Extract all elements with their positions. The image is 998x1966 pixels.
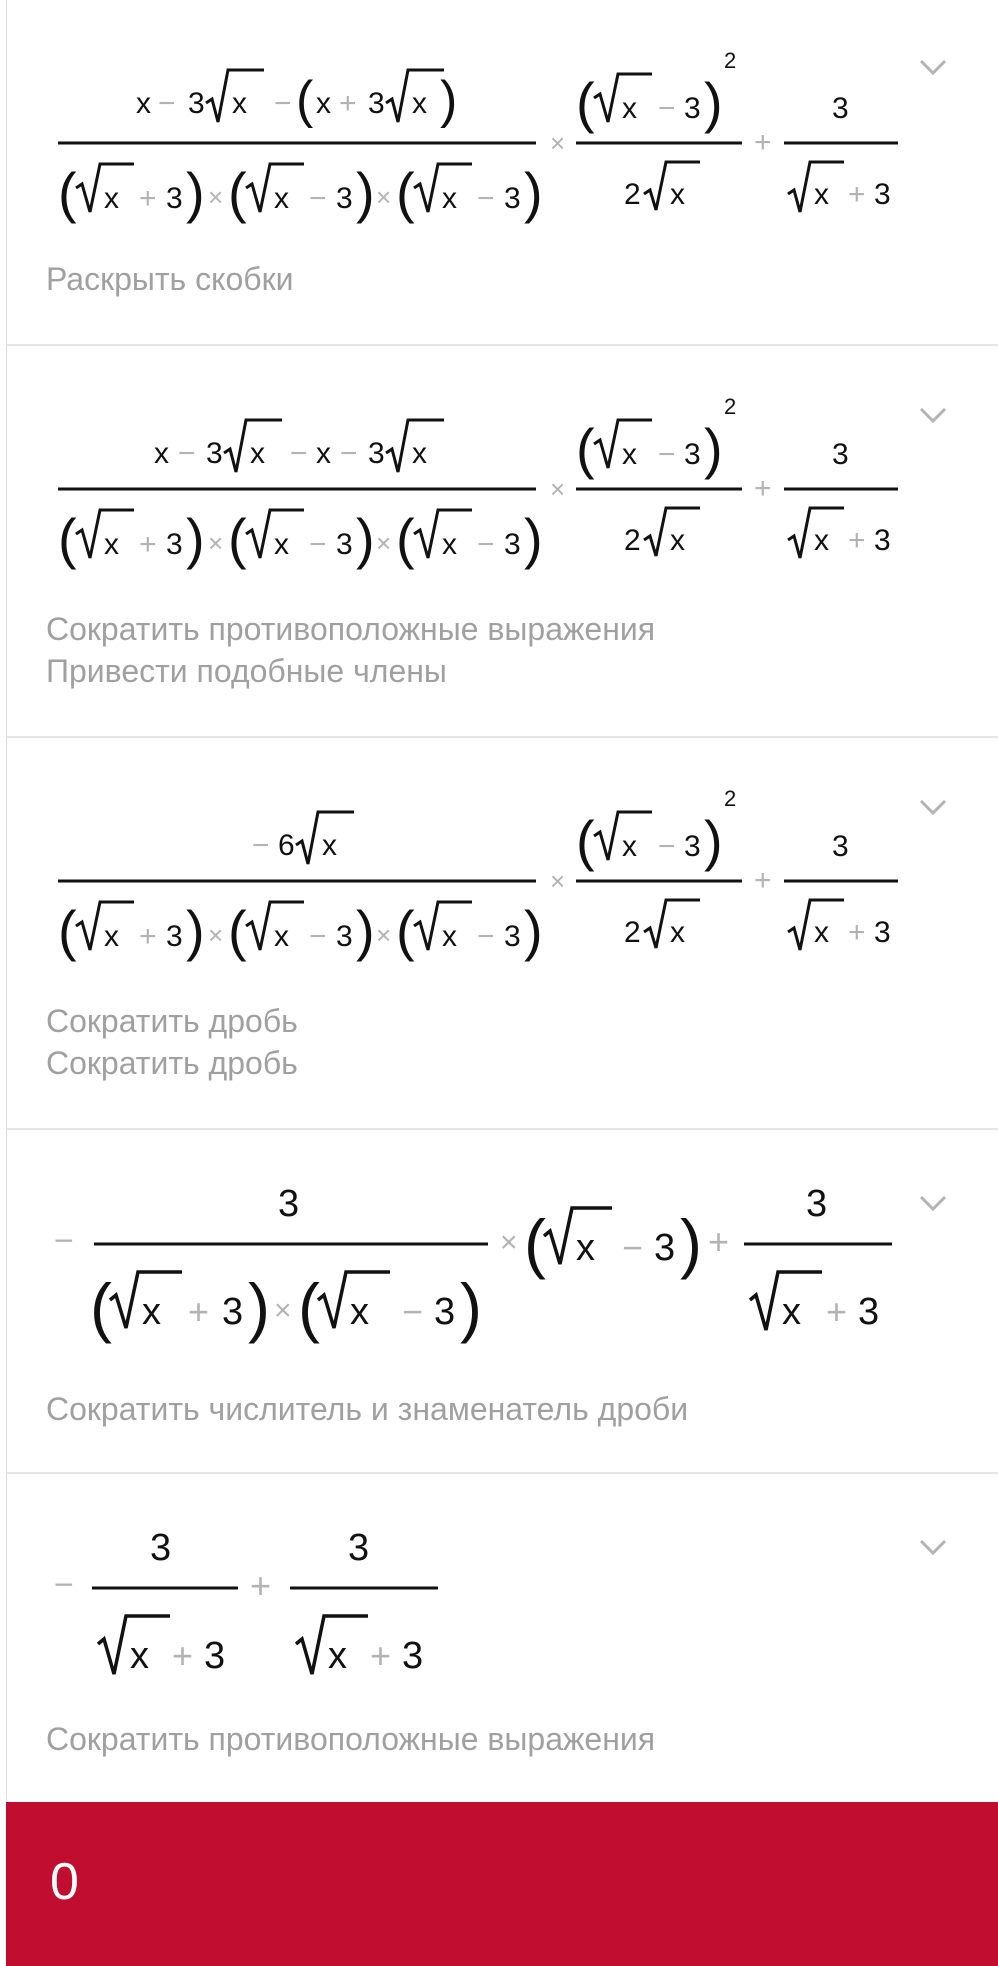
math-op: +: [139, 528, 157, 561]
math-paren: ): [440, 71, 458, 129]
math-num: 3: [150, 1527, 172, 1569]
math-op: −: [477, 920, 495, 953]
math-op: −: [309, 182, 327, 215]
math-op: −: [252, 829, 270, 862]
math-op: ×: [208, 182, 224, 212]
math-op: +: [754, 864, 772, 897]
math-num: 3: [832, 830, 849, 863]
math-var: x: [622, 92, 637, 125]
math-var: x: [622, 438, 637, 471]
math-paren: (: [524, 1206, 546, 1280]
math-var: x: [322, 829, 337, 862]
math-var: x: [274, 920, 289, 953]
denominator: [58, 507, 543, 570]
math-var: x: [104, 528, 119, 561]
math-num: 6: [278, 829, 295, 862]
math-paren: ): [524, 507, 543, 570]
math-var: x: [328, 1635, 347, 1677]
math-op: ×: [500, 1226, 518, 1259]
math-num: 3: [874, 524, 891, 557]
math-paren: ): [704, 809, 723, 872]
step-3-description-1: Сократить дробь: [46, 1003, 298, 1039]
math-paren: ): [524, 161, 543, 224]
math-op: −: [290, 437, 308, 470]
math-op: +: [172, 1635, 194, 1676]
expand-step-2-button[interactable]: [918, 404, 948, 426]
math-op: −: [477, 528, 495, 561]
math-paren: ): [460, 1270, 482, 1344]
math-paren: (: [58, 507, 77, 570]
math-num: 3: [368, 437, 385, 470]
math-num: 3: [204, 1635, 226, 1677]
math-paren: ): [704, 417, 723, 480]
math-num: 3: [874, 178, 891, 211]
math-num: 3: [806, 1183, 828, 1225]
math-op: +: [370, 1635, 392, 1676]
step-5-expression: [6, 1474, 906, 1694]
math-num: 3: [278, 1183, 300, 1225]
math-var: x: [104, 920, 119, 953]
math-exponent: 2: [724, 786, 737, 811]
math-paren: (: [228, 899, 247, 962]
step-1-description: Раскрыть скобки: [46, 261, 294, 297]
step-5-description: Сократить противоположные выражения: [46, 1721, 656, 1757]
math-var: x: [104, 182, 119, 215]
math-op: ×: [376, 182, 392, 212]
denominator: [58, 161, 543, 224]
math-paren: ): [186, 507, 205, 570]
math-op: −: [309, 528, 327, 561]
math-paren: (: [58, 161, 77, 224]
math-op: ×: [376, 920, 392, 950]
math-op: ×: [274, 1294, 292, 1327]
math-paren: (: [396, 161, 415, 224]
math-var: x: [274, 182, 289, 215]
step-1-expression: [6, 0, 906, 250]
step-2-description-2: Привести подобные члены: [46, 653, 447, 689]
math-num: 3: [684, 830, 701, 863]
math-op: +: [754, 472, 772, 505]
math-num: 3: [368, 87, 385, 120]
math-var: x: [814, 524, 829, 557]
math-num: 2: [624, 524, 641, 557]
math-paren: (: [298, 1270, 320, 1344]
math-op: −: [658, 92, 676, 125]
math-paren: ): [186, 161, 205, 224]
math-paren: ): [186, 899, 205, 962]
math-op: −: [477, 182, 495, 215]
math-var: x: [576, 1227, 595, 1269]
math-paren: (: [228, 507, 247, 570]
math-var: x: [350, 1291, 369, 1333]
math-var: x: [442, 182, 457, 215]
math-num: 3: [166, 528, 183, 561]
math-op: −: [309, 920, 327, 953]
math-var: x: [670, 524, 685, 557]
math-op: ×: [376, 528, 392, 558]
math-num: 3: [504, 920, 521, 953]
math-num: 3: [684, 92, 701, 125]
denominator: [90, 1270, 482, 1344]
math-var: x: [670, 916, 685, 949]
math-op: ×: [550, 474, 566, 504]
math-paren: ): [680, 1206, 702, 1280]
math-op: −: [622, 1227, 644, 1268]
math-var: x: [316, 87, 331, 120]
math-op: +: [848, 178, 866, 211]
denominator: [58, 899, 543, 962]
expand-step-4-button[interactable]: [918, 1192, 948, 1214]
math-num: 3: [504, 528, 521, 561]
math-paren: (: [58, 899, 77, 962]
solution-step-1: [6, 0, 998, 346]
math-num: 3: [858, 1291, 880, 1333]
math-num: 3: [188, 87, 205, 120]
result-value: 0: [50, 1853, 79, 1911]
math-num: 3: [832, 438, 849, 471]
math-var: x: [274, 528, 289, 561]
math-op: +: [139, 920, 157, 953]
math-op: +: [754, 126, 772, 159]
math-op: +: [848, 916, 866, 949]
math-var: x: [814, 916, 829, 949]
step-4-expression: [6, 1130, 906, 1370]
math-var: x: [154, 437, 169, 470]
step-3-description-2: Сократить дробь: [46, 1045, 298, 1081]
math-paren: (: [396, 899, 415, 962]
math-paren: (: [576, 809, 595, 872]
math-op: −: [178, 437, 196, 470]
math-paren: ): [356, 507, 375, 570]
math-var: x: [232, 87, 247, 120]
math-paren: ): [356, 161, 375, 224]
math-num: 3: [504, 182, 521, 215]
math-var: x: [814, 178, 829, 211]
step-4-description: Сократить числитель и знаменатель дроби: [46, 1391, 689, 1427]
step-2-expression: [6, 346, 906, 596]
math-num: 3: [336, 920, 353, 953]
math-paren: (: [228, 161, 247, 224]
math-var: x: [142, 1291, 161, 1333]
math-num: 3: [348, 1527, 370, 1569]
math-op: +: [826, 1291, 848, 1332]
solution-step-5: [6, 1474, 998, 1802]
math-num: 3: [684, 438, 701, 471]
math-num: 2: [624, 178, 641, 211]
math-var: x: [442, 920, 457, 953]
math-num: 3: [654, 1227, 676, 1269]
math-num: 3: [336, 528, 353, 561]
math-num: 3: [206, 437, 223, 470]
math-paren: ): [248, 1270, 270, 1344]
math-op: +: [139, 182, 157, 215]
math-paren: ): [356, 899, 375, 962]
expand-step-1-button[interactable]: [918, 56, 948, 78]
math-var: x: [316, 437, 331, 470]
math-exponent: 2: [724, 48, 737, 73]
math-op: ×: [550, 128, 566, 158]
math-num: 3: [434, 1291, 456, 1333]
math-num: 3: [402, 1635, 424, 1677]
math-num: 3: [166, 182, 183, 215]
chevron-down-icon: [918, 404, 948, 426]
math-var: x: [250, 437, 265, 470]
math-var: x: [622, 830, 637, 863]
math-op: +: [708, 1221, 730, 1262]
math-op: −: [658, 830, 676, 863]
result-panel: [6, 1802, 998, 1966]
expand-step-3-button[interactable]: [918, 796, 948, 818]
math-num: 3: [336, 182, 353, 215]
math-paren: (: [576, 417, 595, 480]
math-exponent: 2: [724, 394, 737, 419]
math-op: −: [54, 1566, 74, 1604]
math-var: x: [412, 437, 427, 470]
step-3-expression: [6, 738, 906, 988]
math-op: −: [54, 1222, 74, 1260]
math-num: 3: [222, 1291, 244, 1333]
math-var: x: [412, 87, 427, 120]
math-op: −: [340, 437, 358, 470]
math-op: −: [658, 438, 676, 471]
math-op: ×: [208, 920, 224, 950]
math-num: 3: [832, 92, 849, 125]
math-op: +: [339, 87, 357, 120]
solution-step-3: [6, 738, 998, 1130]
math-paren: (: [396, 507, 415, 570]
math-op: +: [250, 1565, 272, 1606]
chevron-down-icon: [918, 56, 948, 78]
math-op: ×: [208, 528, 224, 558]
math-paren: (: [576, 71, 595, 134]
math-var: x: [670, 178, 685, 211]
chevron-down-icon: [918, 796, 948, 818]
math-op: +: [188, 1291, 210, 1332]
math-op: −: [158, 87, 176, 120]
chevron-down-icon: [918, 1192, 948, 1214]
math-var: x: [442, 528, 457, 561]
math-num: 3: [874, 916, 891, 949]
math-num: 2: [624, 916, 641, 949]
expand-step-5-button[interactable]: [918, 1536, 948, 1558]
math-num: 3: [166, 920, 183, 953]
math-paren: ): [704, 71, 723, 134]
chevron-down-icon: [918, 1536, 948, 1558]
solution-step-2: [6, 346, 998, 738]
solution-step-4: [6, 1130, 998, 1474]
math-op: +: [848, 524, 866, 557]
math-op: −: [402, 1291, 424, 1332]
step-2-description-1: Сократить противоположные выражения: [46, 611, 656, 647]
math-paren: (: [296, 71, 314, 129]
math-var: x: [782, 1291, 801, 1333]
math-var: x: [136, 87, 151, 120]
math-paren: ): [524, 899, 543, 962]
math-var: x: [130, 1635, 149, 1677]
math-op: ×: [550, 866, 566, 896]
math-op: −: [274, 87, 292, 120]
math-paren: (: [90, 1270, 112, 1344]
